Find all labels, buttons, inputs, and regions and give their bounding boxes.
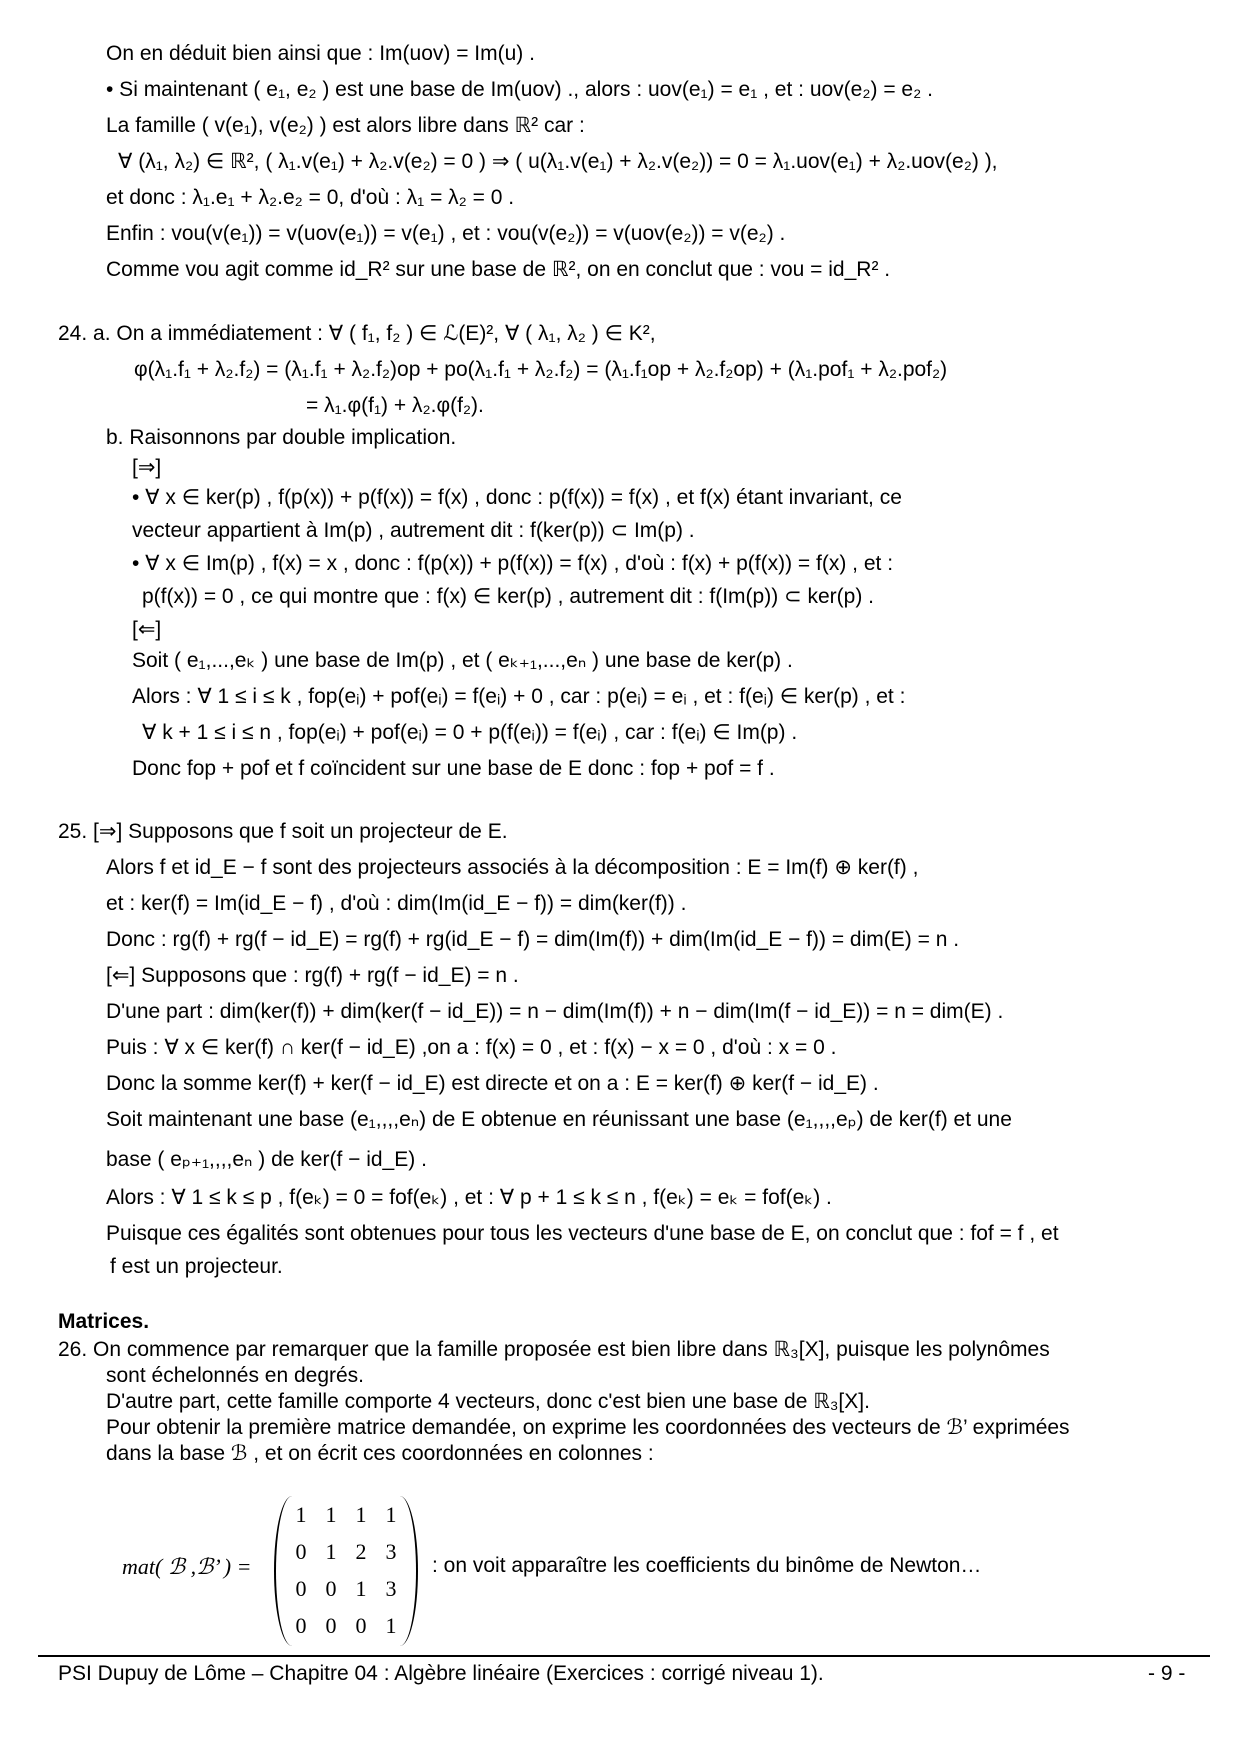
matrix-cell: 0 xyxy=(355,1612,367,1638)
matrix-cell: 1 xyxy=(325,1538,337,1564)
text-line: [⇐] Supposons que : rg(f) + rg(f − id_E) = n . xyxy=(106,964,519,987)
text-line: 24. a. On a immédiatement : ∀ ( f₁, f₂ ) ∈ ℒ(E)², ∀ ( λ₁, λ₂ ) ∈ K², xyxy=(58,322,656,345)
text-line: Puisque ces égalités sont obtenues pour tous les vecteurs d'une base de E, on conclut que : fof = f , et xyxy=(106,1222,1059,1245)
text-line: b. Raisonnons par double implication. xyxy=(106,426,457,449)
text-line: Alors f et id_E − f sont des projecteurs associés à la décomposition : E = Im(f) ⊕ ker(f) , xyxy=(106,856,919,879)
text-line: ∀ (λ₁, λ₂) ∈ ℝ², ( λ₁.v(e₁) + λ₂.v(e₂) = 0 ) ⇒ ( u(λ₁.v(e₁) + λ₂.v(e₂)) = 0 = λ₁.uov(e₁) + λ₂.uov(e₂) ), xyxy=(118,150,998,173)
text-line: sont échelonnés en degrés. xyxy=(106,1364,365,1387)
text-line: 25. [⇒] Supposons que f soit un projecteur de E. xyxy=(58,820,508,843)
text-line: Comme vou agit comme id_R² sur une base de ℝ², on en conclut que : vou = id_R² . xyxy=(106,258,891,281)
text-line: φ(λ₁.f₁ + λ₂.f₂) = (λ₁.f₁ + λ₂.f₂)op + po(λ₁.f₁ + λ₂.f₂) = (λ₁.f₁op + λ₂.f₂op) + (λ₁.pof₁ + λ₂.pof₂) xyxy=(134,358,948,381)
matrix-cell: 1 xyxy=(385,1612,397,1638)
matrix-comment: : on voit apparaître les coefficients du binôme de Newton… xyxy=(432,1554,982,1577)
text-line: dans la base ℬ , et on écrit ces coordonnées en colonnes : xyxy=(106,1442,654,1465)
text-line: Soit ( e₁,...,eₖ ) une base de Im(p) , et ( eₖ₊₁,...,eₙ ) une base de ker(p) . xyxy=(132,649,793,672)
text-line: vecteur appartient à Im(p) , autrement dit : f(ker(p)) ⊂ Im(p) . xyxy=(132,519,695,542)
matrix-cell: 1 xyxy=(355,1575,367,1601)
matrix-cell: 2 xyxy=(355,1538,367,1564)
matrix-cell: 3 xyxy=(385,1575,397,1601)
text-line: = λ₁.φ(f₁) + λ₂.φ(f₂). xyxy=(306,394,484,417)
text-line: Puis : ∀ x ∈ ker(f) ∩ ker(f − id_E) ,on a : f(x) = 0 , et : f(x) − x = 0 , d'où : x = 0 . xyxy=(106,1036,837,1059)
matrix-cell: 0 xyxy=(295,1612,307,1638)
text-line: [⇒] xyxy=(132,456,162,479)
matrix-cell: 0 xyxy=(325,1575,337,1601)
text-line: • ∀ x ∈ ker(p) , f(p(x)) + p(f(x)) = f(x) , donc : p(f(x)) = f(x) , et f(x) étant invariant, ce xyxy=(132,486,902,509)
text-line: D'autre part, cette famille comporte 4 vecteurs, donc c'est bien une base de ℝ₃[X]. xyxy=(106,1390,870,1413)
text-line: Pour obtenir la première matrice demandée, on exprime les coordonnées des vecteurs de ℬ’ exprimées xyxy=(106,1416,1070,1439)
text-line: base ( eₚ₊₁,,,,eₙ ) de ker(f − id_E) . xyxy=(106,1148,427,1171)
page-number: - 9 - xyxy=(1148,1662,1186,1685)
matrix-cell: 3 xyxy=(385,1538,397,1564)
text-line: La famille ( v(e₁), v(e₂) ) est alors libre dans ℝ² car : xyxy=(106,114,585,137)
matrix-cell: 0 xyxy=(295,1538,307,1564)
text-line: • Si maintenant ( e₁, e₂ ) est une base de Im(uov) ., alors : uov(e₁) = e₁ , et : uov(e₂) = e₂ . xyxy=(106,78,933,101)
text-line: • ∀ x ∈ Im(p) , f(x) = x , donc : f(p(x)) + p(f(x)) = f(x) , d'où : f(x) + p(f(x)) = f(x) , et : xyxy=(132,552,894,575)
footer-divider xyxy=(38,1655,1210,1657)
text-line: p(f(x)) = 0 , ce qui montre que : f(x) ∈ ker(p) , autrement dit : f(Im(p)) ⊂ ker(p) . xyxy=(142,585,874,608)
matrix-cell: 0 xyxy=(295,1575,307,1601)
matrix-label: mat( ℬ ,ℬ’ ) = xyxy=(122,1554,252,1579)
text-line: Donc la somme ker(f) + ker(f − id_E) est directe et on a : E = ker(f) ⊕ ker(f − id_E) . xyxy=(106,1072,879,1095)
text-line: Soit maintenant une base (e₁,,,,eₙ) de E obtenue en réunissant une base (e₁,,,,eₚ) de ker(f) et une xyxy=(106,1108,1012,1131)
footer-title: PSI Dupuy de Lôme – Chapitre 04 : Algèbre linéaire (Exercices : corrigé niveau 1). xyxy=(58,1662,824,1685)
matrix-cell: 1 xyxy=(355,1501,367,1527)
section-heading: Matrices. xyxy=(58,1310,150,1333)
text-line: Donc fop + pof et f coïncident sur une base de E donc : fop + pof = f . xyxy=(132,757,775,780)
text-line: D'une part : dim(ker(f)) + dim(ker(f − id_E)) = n − dim(Im(f)) + n − dim(Im(f − id_E)) = n = dim(E) . xyxy=(106,1000,1004,1023)
text-line: et : ker(f) = Im(id_E − f) , d'où : dim(Im(id_E − f)) = dim(ker(f)) . xyxy=(106,892,687,915)
text-line: et donc : λ₁.e₁ + λ₂.e₂ = 0, d'où : λ₁ = λ₂ = 0 . xyxy=(106,186,515,209)
text-line: Alors : ∀ 1 ≤ i ≤ k , fop(eᵢ) + pof(eᵢ) = f(eᵢ) + 0 , car : p(eᵢ) = eᵢ , et : f(eᵢ) ∈ ker(p) , et : xyxy=(132,685,906,708)
text-line: [⇐] xyxy=(132,618,162,641)
matrix-cell: 1 xyxy=(295,1501,307,1527)
matrix-cell: 1 xyxy=(385,1501,397,1527)
text-line: f est un projecteur. xyxy=(110,1255,283,1278)
matrix-cell: 1 xyxy=(325,1501,337,1527)
text-line: 26. On commence par remarquer que la famille proposée est bien libre dans ℝ₃[X], puisque les polynômes xyxy=(58,1338,1050,1361)
text-line: Donc : rg(f) + rg(f − id_E) = rg(f) + rg(id_E − f) = dim(Im(f)) + dim(Im(id_E − f)) = dim(E) = n . xyxy=(106,928,960,951)
matrix-table xyxy=(286,1496,406,1644)
matrix-brackets xyxy=(274,1496,418,1646)
matrix-cell: 0 xyxy=(325,1612,337,1638)
text-line: ∀ k + 1 ≤ i ≤ n , fop(eᵢ) + pof(eᵢ) = 0 + p(f(eᵢ)) = f(eᵢ) , car : f(eᵢ) ∈ Im(p) . xyxy=(142,721,798,744)
text-line: Alors : ∀ 1 ≤ k ≤ p , f(eₖ) = 0 = fof(eₖ) , et : ∀ p + 1 ≤ k ≤ n , f(eₖ) = eₖ = fof(eₖ) . xyxy=(106,1186,832,1209)
text-line: On en déduit bien ainsi que : Im(uov) = Im(u) . xyxy=(106,42,535,65)
text-line: Enfin : vou(v(e₁)) = v(uov(e₁)) = v(e₁) , et : vou(v(e₂)) = v(uov(e₂)) = v(e₂) . xyxy=(106,222,786,245)
